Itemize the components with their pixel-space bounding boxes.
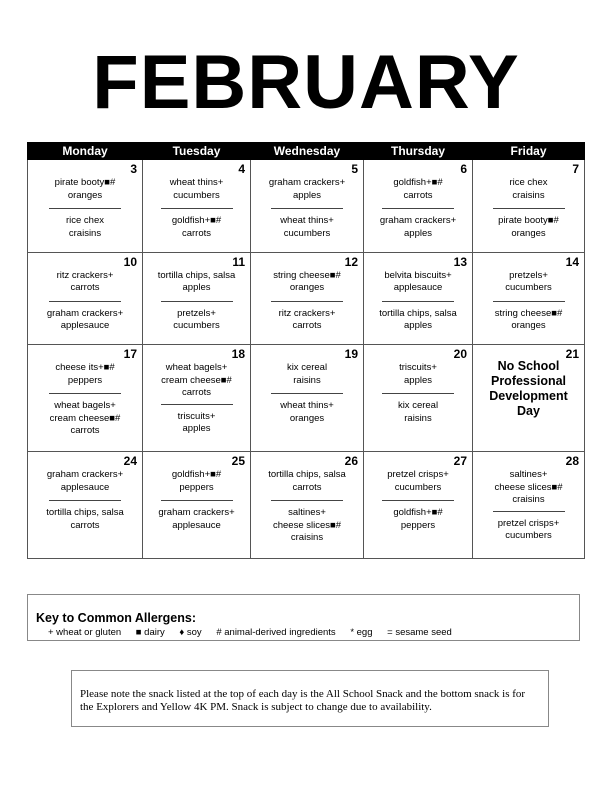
snack-item: apples xyxy=(182,282,211,294)
snack-item: triscuits+ xyxy=(177,410,216,422)
all-school-snack xyxy=(28,160,142,204)
calendar-day-cell xyxy=(28,452,143,559)
snack-item: carrots xyxy=(181,227,212,239)
snack-item: cucumbers xyxy=(283,227,331,239)
snack-item: cheese slices■# xyxy=(494,481,563,493)
day-number: 5 xyxy=(351,162,358,176)
snack-divider xyxy=(161,208,233,209)
snack-item: goldfish+■# xyxy=(393,507,443,519)
no-school-line: Professional xyxy=(490,374,567,389)
calendar-day-cell xyxy=(143,160,251,253)
snack-item: applesauce xyxy=(60,481,110,493)
snack-item: peppers xyxy=(400,519,436,531)
snack-item: cucumbers xyxy=(173,189,220,201)
day-number: 6 xyxy=(460,162,467,176)
allergen-egg: * egg xyxy=(350,627,373,638)
snack-item: carrots xyxy=(70,519,100,531)
snack-divider xyxy=(49,393,121,394)
calendar-day-cell xyxy=(473,252,585,345)
explorers-snack xyxy=(473,215,584,240)
snack-item: string cheese■# xyxy=(494,307,563,319)
snack-divider xyxy=(49,500,121,501)
allergen-sesame: = sesame seed xyxy=(387,627,452,638)
snack-divider xyxy=(382,393,454,394)
day-number: 4 xyxy=(238,162,245,176)
explorers-snack xyxy=(143,411,250,436)
day-number: 14 xyxy=(565,254,579,269)
snack-item: wheat bagels+ xyxy=(165,362,228,374)
calendar-week-row xyxy=(28,252,585,345)
snack-item: apples xyxy=(182,423,211,435)
calendar-day-cell xyxy=(473,452,585,559)
calendar-week-row xyxy=(28,345,585,452)
day-number: 10 xyxy=(123,254,137,269)
no-school-line: Development xyxy=(489,389,568,404)
snack-item: carrots xyxy=(292,320,322,332)
snack-item: peppers xyxy=(67,374,103,386)
day-number: 17 xyxy=(123,347,137,362)
snack-item: ritz crackers+ xyxy=(56,269,114,281)
allergen-key-title xyxy=(36,611,196,625)
calendar-week-row xyxy=(28,452,585,559)
snack-item: craisins xyxy=(68,227,102,239)
allergen-key-title-colon: : xyxy=(191,611,196,625)
snack-item: pirate booty■# xyxy=(54,177,116,188)
snack-item: graham crackers+ xyxy=(268,177,346,188)
day-number: 26 xyxy=(344,454,358,469)
snack-item: pretzels+ xyxy=(509,269,548,281)
allergen-animal: # animal-derived ingredients xyxy=(216,627,336,638)
snack-item: tortilla chips, salsa xyxy=(379,307,457,319)
snack-item: apples xyxy=(404,374,432,386)
day-number: 24 xyxy=(123,454,137,469)
snack-item: cream cheese■# xyxy=(49,412,121,424)
snack-item: graham crackers+ xyxy=(46,469,124,481)
day-number: 11 xyxy=(232,254,245,269)
snack-divider xyxy=(161,404,233,405)
day-number: 27 xyxy=(453,454,467,469)
explorers-snack xyxy=(473,308,584,333)
snack-item: tortilla chips, salsa xyxy=(268,469,346,481)
snack-item: rice chex xyxy=(65,215,104,226)
calendar-day-cell xyxy=(143,252,251,345)
snack-divider xyxy=(382,301,454,302)
snack-item: raisins xyxy=(404,412,432,424)
snack-item: oranges xyxy=(511,320,546,332)
all-school-snack xyxy=(143,160,250,204)
explorers-snack xyxy=(28,507,142,532)
snack-item: wheat thins+ xyxy=(169,177,224,188)
calendar-day-cell xyxy=(28,252,143,345)
explorers-snack xyxy=(251,400,363,425)
snack-item: wheat thins+ xyxy=(280,215,334,226)
snack-item: carrots xyxy=(70,425,100,437)
snack-item: goldfish+■# xyxy=(393,177,443,188)
snack-item: cucumbers xyxy=(394,481,442,493)
calendar-body xyxy=(28,160,585,559)
calendar-day-cell xyxy=(364,252,473,345)
snack-item: applesauce xyxy=(393,282,443,294)
explorers-snack xyxy=(251,215,363,240)
day-number: 20 xyxy=(453,347,467,362)
snack-item: ritz crackers+ xyxy=(278,307,336,319)
all-school-snack xyxy=(473,160,584,204)
snack-item: wheat thins+ xyxy=(280,400,334,412)
explorers-snack xyxy=(143,308,250,333)
snack-item: cucumbers xyxy=(505,530,552,542)
allergen-key xyxy=(27,594,580,641)
snack-item: saltines+ xyxy=(509,469,548,481)
day-number: 18 xyxy=(231,347,245,362)
explorers-snack xyxy=(473,518,584,543)
snack-item: kix cereal xyxy=(286,362,328,374)
calendar-week-row xyxy=(28,160,585,253)
snack-item: oranges xyxy=(511,227,546,239)
snack-divider xyxy=(161,301,233,302)
day-number: 3 xyxy=(130,162,137,176)
day-number: 19 xyxy=(344,347,358,362)
snack-divider xyxy=(382,500,454,501)
snack-item: craisins xyxy=(290,532,324,544)
snack-item: pretzels+ xyxy=(177,307,216,319)
snack-item: apples xyxy=(293,189,321,201)
allergen-wheat: + wheat or gluten xyxy=(48,627,122,638)
snack-item: tortilla chips, salsa xyxy=(157,269,236,281)
snack-item: carrots xyxy=(403,189,433,201)
snack-item: cucumbers xyxy=(173,320,220,332)
snack-item: carrots xyxy=(292,481,322,493)
snack-item: oranges xyxy=(289,412,325,424)
snack-item: tortilla chips, salsa xyxy=(46,507,124,519)
snack-item: apples xyxy=(404,320,432,332)
snack-divider xyxy=(161,500,233,501)
weekday-header: Thursday xyxy=(364,143,473,160)
snack-item: oranges xyxy=(289,282,325,294)
explorers-snack xyxy=(251,308,363,333)
snack-item: pirate booty■# xyxy=(498,215,559,226)
allergen-dairy: ■ dairy xyxy=(135,627,165,638)
snack-calendar xyxy=(27,142,585,559)
snack-item: raisins xyxy=(293,374,321,386)
snack-item: kix cereal xyxy=(397,400,439,412)
allergen-key-items xyxy=(48,627,464,638)
calendar-day-cell xyxy=(251,160,364,253)
explorers-snack xyxy=(143,507,250,532)
snack-item: cheese slices■# xyxy=(272,519,342,531)
day-number: 25 xyxy=(231,454,245,469)
explorers-snack xyxy=(364,400,472,425)
calendar-day-cell xyxy=(251,452,364,559)
day-number: 7 xyxy=(572,162,579,176)
calendar-day-cell xyxy=(364,452,473,559)
snack-item: carrots xyxy=(70,282,100,294)
snack-divider xyxy=(493,208,565,209)
snack-item: craisins xyxy=(512,189,545,201)
explorers-snack xyxy=(28,400,142,438)
snack-divider xyxy=(271,393,343,394)
explorers-snack xyxy=(143,215,250,240)
weekday-header-row xyxy=(28,143,585,160)
snack-item: rice chex xyxy=(509,177,548,188)
snack-note: Please note the snack listed at the top of each day is the All School Snack and the bottom snack is for the Explorers and Yellow 4K PM. Snack is subject to change due to availability. xyxy=(71,670,549,727)
snack-item: pretzel crisps+ xyxy=(497,517,560,529)
allergen-key-title-text: Key to Common Allergens xyxy=(36,611,192,625)
day-number: 12 xyxy=(344,254,358,269)
explorers-snack xyxy=(28,215,142,240)
snack-item: applesauce xyxy=(172,519,221,531)
all-school-snack xyxy=(364,160,472,204)
snack-divider xyxy=(271,500,343,501)
explorers-snack xyxy=(364,507,472,532)
explorers-snack xyxy=(364,215,472,240)
snack-divider xyxy=(49,208,121,209)
calendar-day-cell xyxy=(364,160,473,253)
page-title: FEBRUARY xyxy=(92,40,520,125)
snack-item: wheat bagels+ xyxy=(54,400,116,412)
snack-divider xyxy=(493,301,565,302)
day-number: 13 xyxy=(453,254,467,269)
snack-divider xyxy=(382,208,454,209)
no-school-line: Day xyxy=(517,404,540,419)
snack-item: saltines+ xyxy=(288,507,326,519)
calendar-day-cell xyxy=(143,345,251,452)
no-school-line: No School xyxy=(497,359,560,374)
snack-divider xyxy=(49,301,121,302)
snack-item: oranges xyxy=(67,189,103,201)
snack-item: goldfish+■# xyxy=(171,469,222,481)
calendar-day-cell xyxy=(143,452,251,559)
calendar-day-cell xyxy=(251,252,364,345)
snack-item: goldfish+■# xyxy=(171,215,222,226)
snack-item: belvita biscuits+ xyxy=(384,269,452,281)
snack-item: string cheese■# xyxy=(273,269,341,281)
snack-item: apples xyxy=(404,227,432,239)
snack-item: graham crackers+ xyxy=(46,307,124,319)
weekday-header: Tuesday xyxy=(143,143,251,160)
weekday-header: Friday xyxy=(473,143,585,160)
snack-divider xyxy=(271,301,343,302)
day-number: 28 xyxy=(565,454,579,469)
allergen-soy: ♦ soy xyxy=(179,627,202,638)
calendar-day-cell xyxy=(28,345,143,452)
explorers-snack xyxy=(251,507,363,545)
calendar-day-cell xyxy=(28,160,143,253)
calendar-day-cell xyxy=(251,345,364,452)
calendar-day-cell xyxy=(473,160,585,253)
day-number: 21 xyxy=(565,347,579,362)
snack-item: graham crackers+ xyxy=(379,215,457,226)
all-school-snack xyxy=(251,160,363,204)
snack-item: cucumbers xyxy=(505,282,552,294)
snack-item: pretzel crisps+ xyxy=(387,469,449,481)
snack-item: craisins xyxy=(512,494,545,506)
snack-item: graham crackers+ xyxy=(158,507,235,519)
snack-item: cheese its+■# xyxy=(55,362,115,374)
explorers-snack xyxy=(28,308,142,333)
weekday-header: Wednesday xyxy=(251,143,364,160)
calendar-day-cell xyxy=(364,345,473,452)
snack-divider xyxy=(493,511,565,512)
snack-item: triscuits+ xyxy=(399,362,437,374)
snack-item: peppers xyxy=(179,481,214,493)
snack-item: carrots xyxy=(181,387,212,399)
calendar-day-cell xyxy=(473,345,585,452)
explorers-snack xyxy=(364,308,472,333)
snack-item: applesauce xyxy=(60,320,110,332)
snack-divider xyxy=(271,208,343,209)
snack-item: cream cheese■# xyxy=(161,374,232,386)
weekday-header: Monday xyxy=(28,143,143,160)
